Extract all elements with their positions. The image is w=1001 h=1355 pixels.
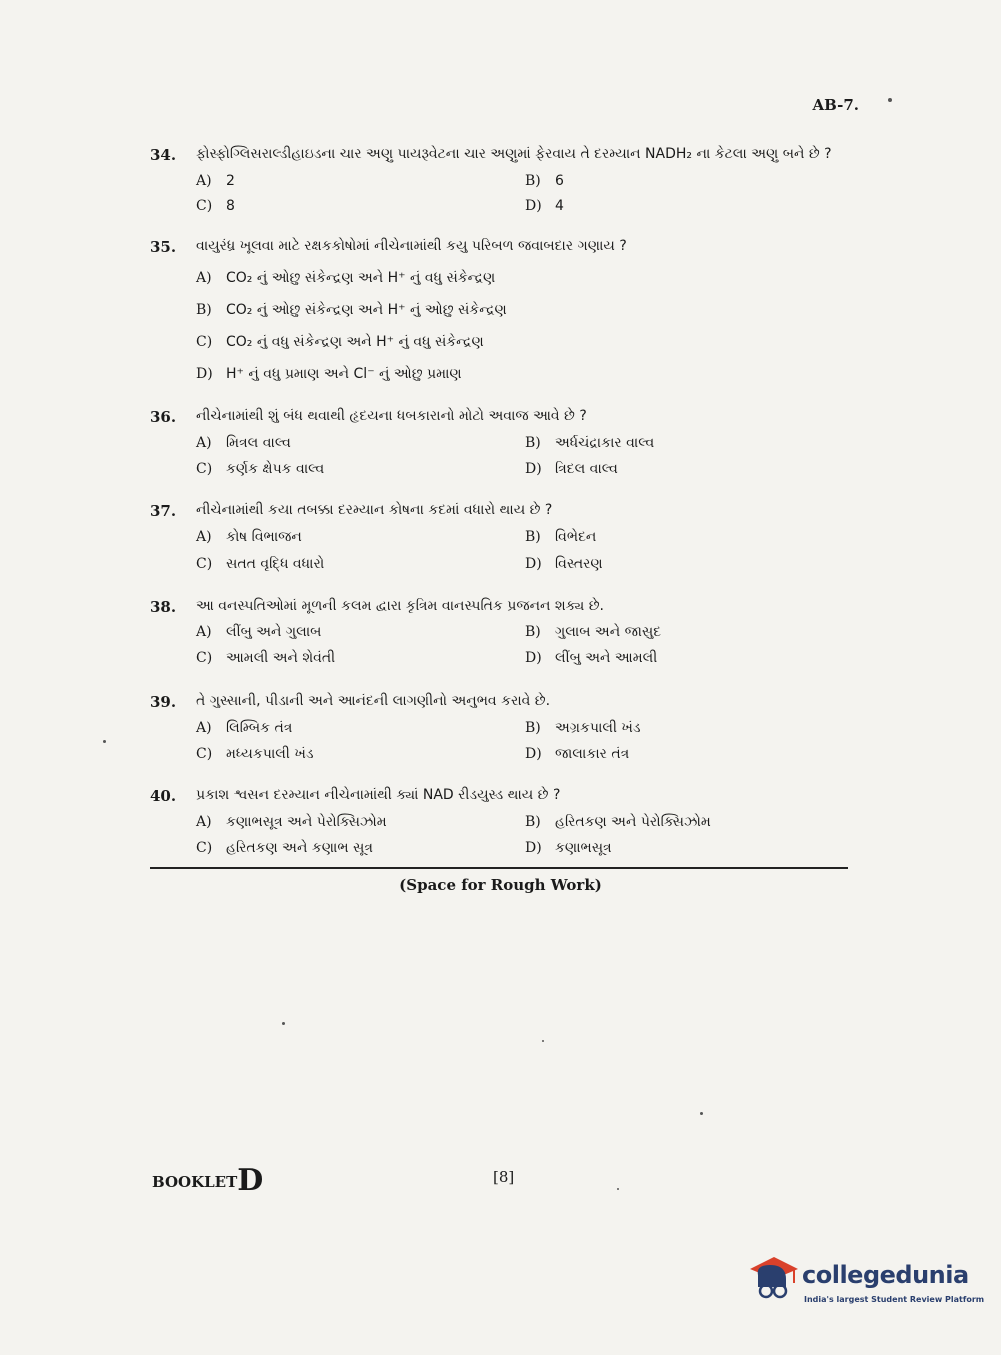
- scan-speck: [888, 98, 892, 102]
- option-a[interactable]: A) CO₂ નું ઓછુ સંકેન્દ્રણ અને H⁺ નું વધુ સંકેન્દ્રણ: [196, 270, 496, 286]
- question-number: 36.: [150, 408, 177, 426]
- question-text: નીચેનામાંથી કયા તબક્કા દરમ્યાન કોષના કદમાં વધારો થાય છે ?: [196, 502, 553, 518]
- option-c[interactable]: C) મધ્યકપાલી ખંડ: [196, 746, 314, 762]
- option-d[interactable]: D) ત્રિદલ વાલ્વ: [525, 461, 618, 477]
- question-number: 38.: [150, 598, 177, 616]
- rough-work-label: (Space for Rough Work): [399, 876, 602, 894]
- question-number: 34.: [150, 146, 177, 164]
- question-text: વાયુરંધ્ર ખૂલવા માટે રક્ષકકોષોમાં નીચેનામાંથી કયુ પરિબળ જવાબદાર ગણાય ?: [196, 238, 627, 254]
- question-text: આ વનસ્પતિઓમાં મૂળની કલમ દ્વારા કૃત્રિમ વાનસ્પતિક પ્રજનન શક્ય છે.: [196, 598, 604, 614]
- scan-speck: [700, 1112, 703, 1115]
- scan-speck: [542, 1040, 544, 1042]
- brand-tagline: India's largest Student Review Platform: [804, 1295, 985, 1304]
- option-b[interactable]: B) ગુલાબ અને જાસુદ: [525, 624, 662, 640]
- option-d[interactable]: D) 4: [525, 198, 564, 214]
- question-text: તે ગુસ્સાની, પીડાની અને આનંદની લાગણીનો અનુભવ કરાવે છે.: [196, 693, 551, 709]
- graduate-mascot-icon: [744, 1251, 800, 1307]
- page-number: [8]: [493, 1168, 515, 1186]
- option-c[interactable]: C) હરિતકણ અને કણાભ સૂત્ર: [196, 840, 373, 856]
- option-a[interactable]: A) કણાભસૂત્ર અને પેરોક્સિઝોમ: [196, 814, 387, 830]
- question-number: 37.: [150, 502, 177, 520]
- option-c[interactable]: C) CO₂ નું વધુ સંકેન્દ્રણ અને H⁺ નું વધુ સંકેન્દ્રણ: [196, 334, 484, 350]
- booklet-letter: D: [237, 1163, 264, 1198]
- option-a[interactable]: A) 2: [196, 173, 235, 189]
- option-d[interactable]: D) જાલાકાર તંત્ર: [525, 746, 630, 762]
- option-d[interactable]: D) લીંબુ અને આમલી: [525, 650, 658, 666]
- option-a[interactable]: A) કોષ વિભાજન: [196, 529, 302, 545]
- scan-speck: [103, 740, 106, 743]
- collegedunia-logo: [744, 1251, 985, 1311]
- question-number: 35.: [150, 238, 177, 256]
- option-d[interactable]: D) H⁺ નું વધુ પ્રમાણ અને Cl⁻ નું ઓછુ પ્રમાણ: [196, 366, 462, 382]
- question-number: 39.: [150, 693, 177, 711]
- booklet-code: AB-7.: [812, 96, 859, 114]
- brand-name: collegedunia: [802, 1261, 969, 1289]
- option-b[interactable]: B) હરિતકણ અને પેરોક્સિઝોમ: [525, 814, 711, 830]
- option-a[interactable]: A) મિત્રલ વાલ્વ: [196, 435, 291, 451]
- option-b[interactable]: B) વિભેદન: [525, 529, 597, 545]
- option-a[interactable]: A) લિમ્બિક તંત્ર: [196, 720, 293, 736]
- option-d[interactable]: D) કણાભસૂત્ર: [525, 840, 612, 856]
- option-b[interactable]: B) 6: [525, 173, 564, 189]
- option-a[interactable]: A) લીંબુ અને ગુલાબ: [196, 624, 322, 640]
- booklet-label: BOOKLETD: [152, 1163, 264, 1198]
- option-c[interactable]: C) સતત વૃદ્ધિ વધારો: [196, 556, 325, 572]
- question-text: ફોસ્ફોગ્લિસરાલ્ડીહાઇડના ચાર અણુ પાયરૂવેટના ચાર અણુમાં ફેરવાય તે દરમ્યાન NADH₂ ના કેટલા અણુ બને છે ?: [196, 146, 832, 162]
- scan-speck: [282, 1022, 285, 1025]
- divider-rule: [150, 867, 848, 869]
- option-b[interactable]: B) અગ્રકપાલી ખંડ: [525, 720, 641, 736]
- option-c[interactable]: C) 8: [196, 198, 235, 214]
- option-c[interactable]: C) આમલી અને શેવંતી: [196, 650, 336, 666]
- option-d[interactable]: D) વિસ્તરણ: [525, 556, 603, 572]
- question-text: નીચેનામાંથી શું બંધ થવાથી હૃદયના ધબકારાનો મોટો અવાજ આવે છે ?: [196, 408, 587, 424]
- scan-speck: [617, 1188, 619, 1190]
- question-text: પ્રકાશ શ્વસન દરમ્યાન નીચેનામાંથી ક્યાં NAD રીડયુસ્ડ થાય છે ?: [196, 787, 561, 803]
- question-number: 40.: [150, 787, 177, 805]
- option-c[interactable]: C) કર્ણક ક્ષેપક વાલ્વ: [196, 461, 325, 477]
- option-b[interactable]: B) CO₂ નું ઓછુ સંકેન્દ્રણ અને H⁺ નું ઓછુ સંકેન્દ્રણ: [196, 302, 507, 318]
- option-b[interactable]: B) અર્ધચંદ્રાકાર વાલ્વ: [525, 435, 655, 451]
